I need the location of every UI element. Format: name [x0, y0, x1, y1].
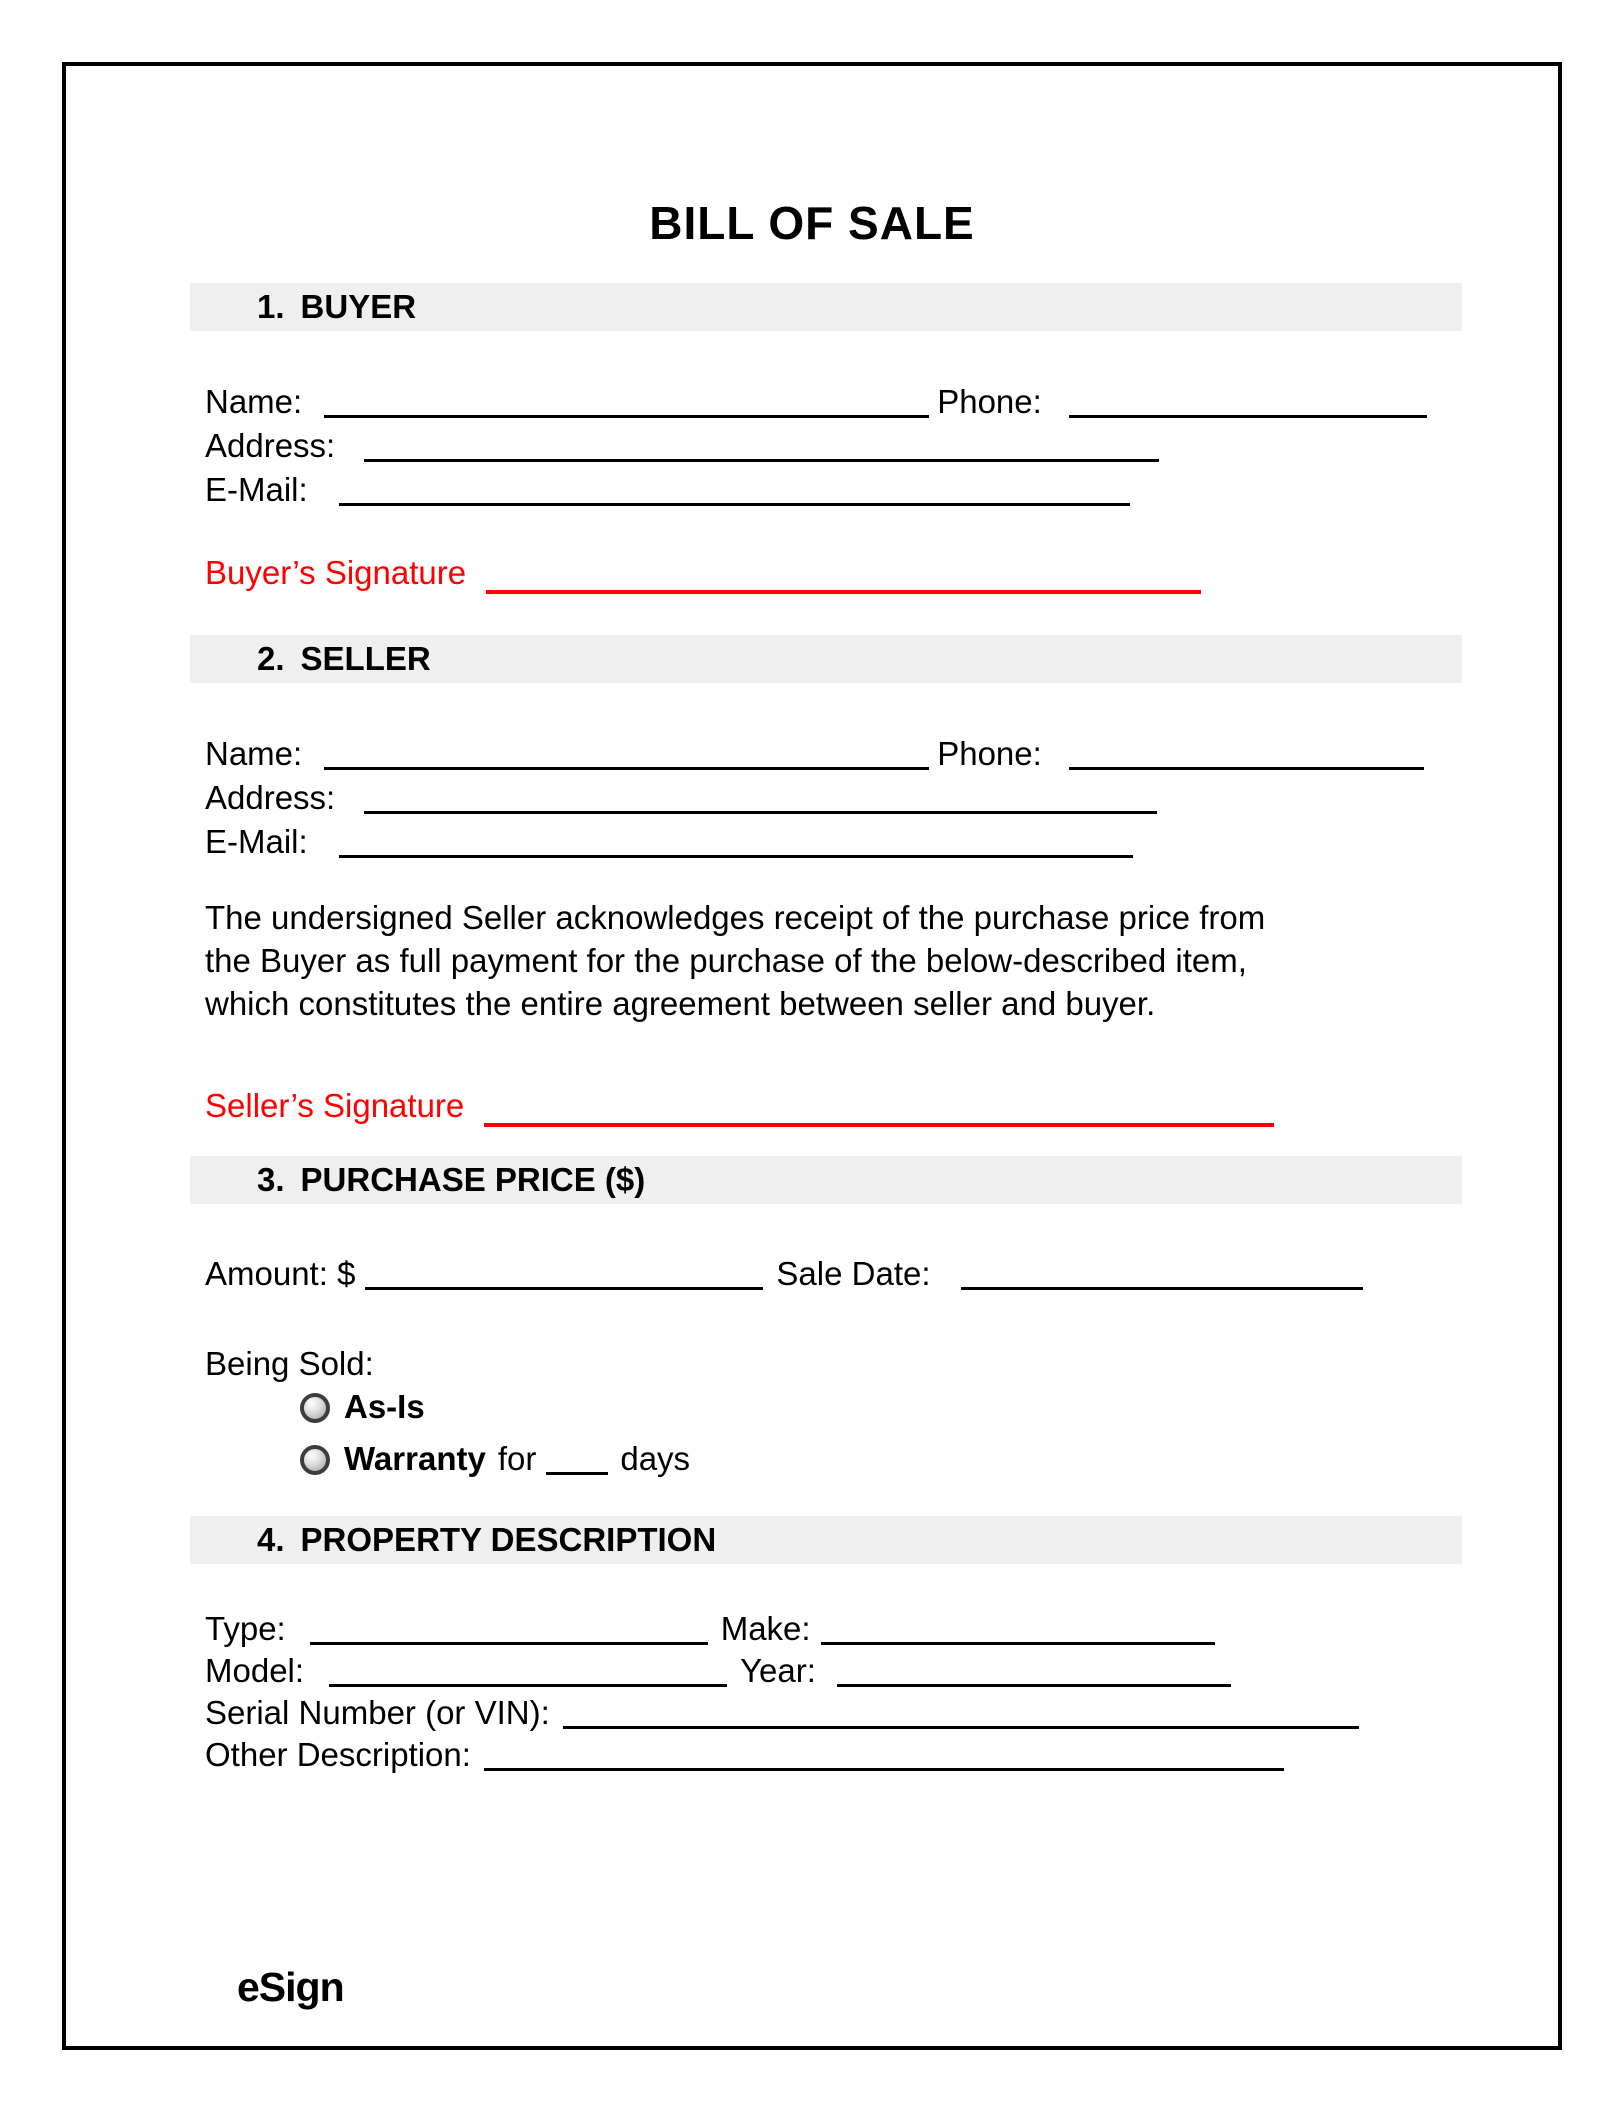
other-description-row — [205, 1736, 1284, 1774]
seller-email-label: E-Mail: — [205, 823, 308, 860]
serial-label: Serial Number (or VIN): — [205, 1694, 550, 1731]
as-is-option-row — [300, 1388, 425, 1426]
seller-phone-line[interactable] — [1069, 766, 1424, 770]
seller-email-line[interactable] — [339, 854, 1133, 858]
warranty-option-row — [300, 1440, 690, 1478]
seller-email-row — [205, 823, 1133, 861]
seller-acknowledgement — [205, 896, 1265, 1025]
section-number: 4. — [257, 1521, 285, 1558]
buyer-name-line[interactable] — [324, 414, 929, 418]
model-line[interactable] — [329, 1683, 727, 1687]
buyer-signature-label: Buyer’s Signature — [205, 554, 467, 591]
section-header-purchase-price — [190, 1156, 1462, 1204]
warranty-days-line[interactable] — [546, 1471, 608, 1475]
section-number: 1. — [257, 288, 285, 325]
buyer-name-row — [205, 383, 1427, 421]
other-description-line[interactable] — [484, 1767, 1284, 1771]
model-year-row — [205, 1652, 1231, 1690]
buyer-address-label: Address: — [205, 427, 336, 464]
seller-name-line[interactable] — [324, 766, 929, 770]
being-sold-row — [205, 1345, 374, 1383]
acknowledgement-line-1: The undersigned Seller acknowledges receipt of the purchase price from — [205, 899, 1266, 936]
type-line[interactable] — [310, 1641, 708, 1645]
amount-label: Amount: $ — [205, 1255, 356, 1292]
section-heading: PURCHASE PRICE ($) — [300, 1161, 646, 1198]
amount-line[interactable] — [365, 1286, 763, 1290]
section-heading: BUYER — [300, 288, 417, 325]
warranty-label: Warranty — [344, 1440, 486, 1477]
section-header-property — [190, 1516, 1462, 1564]
seller-name-row — [205, 735, 1424, 773]
sale-date-label: Sale Date: — [776, 1255, 931, 1292]
document-title: BILL OF SALE — [649, 197, 975, 249]
section-header-buyer — [190, 283, 1462, 331]
type-label: Type: — [205, 1610, 286, 1647]
make-line[interactable] — [821, 1641, 1215, 1645]
acknowledgement-line-2: the Buyer as full payment for the purchase of the below-described item, — [205, 942, 1247, 979]
being-sold-label: Being Sold: — [205, 1345, 374, 1382]
year-label: Year: — [740, 1652, 816, 1689]
buyer-email-row — [205, 471, 1130, 509]
buyer-signature-line[interactable] — [486, 589, 1201, 594]
buyer-signature-row — [205, 554, 1201, 594]
buyer-phone-label: Phone: — [937, 383, 1042, 420]
type-make-row — [205, 1610, 1215, 1648]
seller-address-line[interactable] — [364, 810, 1157, 814]
serial-row — [205, 1694, 1359, 1732]
section-heading: SELLER — [300, 640, 431, 677]
seller-address-row — [205, 779, 1157, 817]
warranty-for-label: for — [497, 1440, 537, 1477]
section-number: 3. — [257, 1161, 285, 1198]
buyer-email-label: E-Mail: — [205, 471, 308, 508]
year-line[interactable] — [837, 1683, 1231, 1687]
buyer-email-line[interactable] — [339, 502, 1130, 506]
amount-row — [205, 1255, 1363, 1293]
section-heading: PROPERTY DESCRIPTION — [300, 1521, 717, 1558]
seller-name-label: Name: — [205, 735, 303, 772]
warranty-days-label: days — [620, 1440, 691, 1477]
as-is-radio[interactable] — [300, 1393, 330, 1423]
buyer-phone-line[interactable] — [1069, 414, 1427, 418]
seller-signature-row — [205, 1087, 1274, 1127]
buyer-name-label: Name: — [205, 383, 303, 420]
other-description-label: Other Description: — [205, 1736, 471, 1773]
esign-logo: eSign — [237, 1964, 344, 2010]
section-number: 2. — [257, 640, 285, 677]
warranty-radio[interactable] — [300, 1445, 330, 1475]
section-header-seller — [190, 635, 1462, 683]
as-is-label: As-Is — [344, 1388, 425, 1425]
make-label: Make: — [720, 1610, 811, 1647]
serial-line[interactable] — [563, 1725, 1359, 1729]
acknowledgement-line-3: which constitutes the entire agreement between seller and buyer. — [205, 985, 1156, 1022]
model-label: Model: — [205, 1652, 305, 1689]
seller-phone-label: Phone: — [937, 735, 1042, 772]
seller-signature-line[interactable] — [484, 1122, 1274, 1127]
buyer-address-row — [205, 427, 1159, 465]
seller-address-label: Address: — [205, 779, 336, 816]
buyer-address-line[interactable] — [364, 458, 1159, 462]
seller-signature-label: Seller’s Signature — [205, 1087, 465, 1124]
sale-date-line[interactable] — [961, 1286, 1363, 1290]
